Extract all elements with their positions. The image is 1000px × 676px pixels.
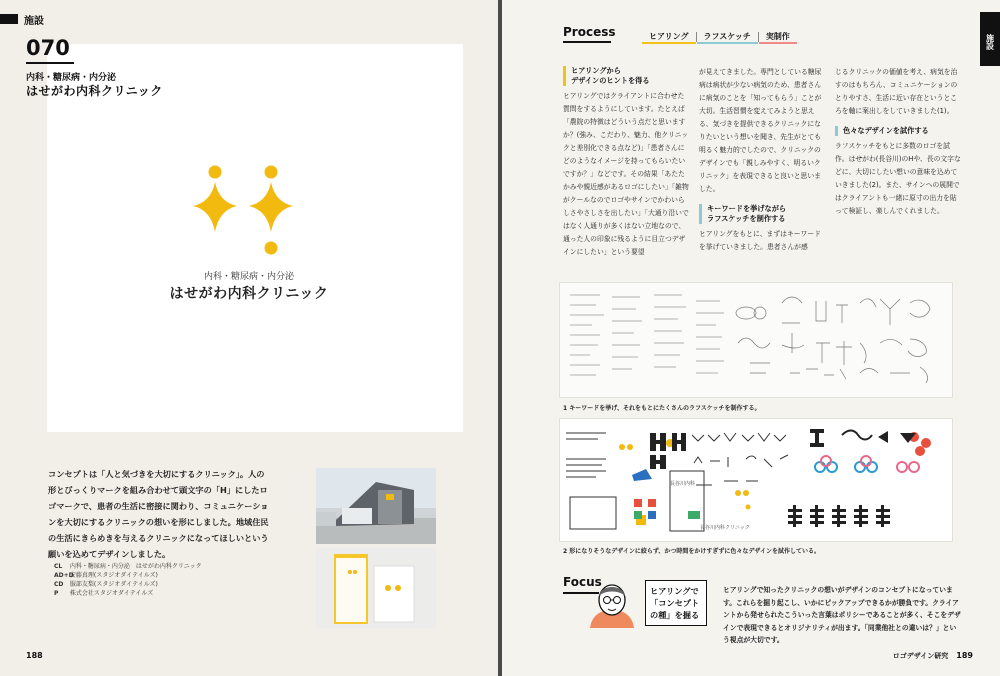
process-title: Process [563, 25, 616, 39]
column-3 [835, 66, 961, 259]
envelope-photo [316, 548, 436, 628]
logo-sparkle-left [193, 182, 237, 232]
focus-title: Focus [563, 575, 602, 589]
focus-text: ヒアリングで知ったクリニックの想いがデザインのコンセプトになっています。これらを掘り起こし、いかにピックアップできるかが勝負です。クライアントから発せられたこういった言葉はポリシーであることが多く、そこをデザインで表現できるとオリジナリティが出ます。「同業他社との違いは？」という視点が大切です。 [723, 586, 961, 644]
credit-line: CL 内科・糖尿病・内分泌 はせがわ内科クリニック [54, 563, 202, 570]
section-tab-bar [0, 14, 18, 24]
process-underline [563, 41, 611, 43]
step-rough-sketch: ラフスケッチ [697, 31, 758, 44]
section-tab [0, 12, 44, 26]
body-columns [563, 66, 965, 259]
logo-wordmark: はせがわ内科クリニック [169, 286, 329, 302]
right-page [502, 0, 1000, 676]
heading-text: 色々なデザインを試作する [843, 126, 929, 135]
credits [54, 562, 202, 598]
caption-1: 1 キーワードを挙げ、それをもとにたくさんのラフスケッチを制作する。 [563, 405, 761, 412]
clinic-name: はせがわ内科クリニック [26, 84, 163, 98]
column-1-body: ヒアリングではクライアントに合わせた質問をするようにしています。たとえば「農院の特徴はどういう点だと思いますか？(強み、こだわり、魅力、他クリニックと差別化できる点など)」「患者さんにどのようなイメージを持ってもらいたいですか？」などです。その結果「あたたかみや親近感があるロゴにしたい」「雑物がクールなのでロゴやサインでかわいらしさやさしさを出したい」「大通り沿いではなく人通りが多くはない立地なので、通った人の印象に残るように目立つデザインにしたい」という要望 [563, 92, 689, 256]
heading-prototype [835, 126, 961, 136]
heading-text: ヒアリングから デザインのヒントを得る [571, 66, 650, 85]
logo-mark [189, 162, 297, 262]
building-photo [316, 468, 436, 544]
heading-marker-blue [835, 126, 838, 136]
page-footer-right [893, 651, 973, 661]
heading-marker-yellow [563, 66, 566, 86]
page-number-right: 189 [956, 651, 973, 660]
step-production: 実制作 [759, 31, 797, 44]
designer-illustration [586, 578, 640, 628]
case-number: 070 [26, 36, 70, 60]
credit-line: AD+D 安藤真理(スタジオダイテイルズ) [54, 572, 158, 579]
footer-book-title: ロゴデザイン研究 [892, 652, 949, 660]
heading-hearing [563, 66, 689, 86]
page-number-left: 188 [26, 651, 43, 660]
column-3-body-b: ラフスケッチをもとに多数のロゴを試作。はせがわ(長谷川)のHや、長の文字などに、大切にしたい想いの意味を込めていきました(2)。また、サインへの展開ではクライアントも一緒に原寸の出力を貼って検証し、楽しんでくれました。 [835, 142, 961, 215]
rough-sketch-image [559, 282, 953, 398]
logo-dot-left [209, 166, 222, 179]
credit-line: CD 服部友梨(スタジオダイテイルズ) [54, 581, 158, 588]
clinic-category: 内科・糖尿病・内分泌 [26, 73, 117, 83]
side-section-tab: 施設 [980, 12, 1000, 66]
design-variations-image [559, 418, 953, 542]
logo-sparkle-right [249, 182, 293, 232]
process-steps [642, 31, 797, 44]
heading-marker-blue [699, 204, 702, 224]
section-tab-label: 施設 [24, 15, 44, 27]
focus-speech-bubble [645, 580, 707, 626]
column-2-body-b: ヒアリングをもとに、まずはキーワードを挙げていきました。患者さんが感 [699, 230, 821, 251]
logo-dot-right [265, 166, 278, 179]
case-number-underline [26, 62, 74, 64]
caption-2: 2 形になりそうなデザインに絞らず、かつ時間をかけすぎずに色々なデザインを試作している。 [563, 548, 820, 555]
logo-dot-bottom [265, 242, 278, 255]
svg-text:長谷川内科: 長谷川内科 [670, 481, 696, 487]
concept-text: コンセプトは「人と気づきを大切にするクリニック」。人の形とびっくりマークを組み合わせて頭文字の「H」にしたロゴマークで、患者の生活に密接に関わり、コミュニケーションを大切にするクリニックの想いを形にしました。地域住民の生活にきらめきを与えるクリニックになってほしいという願いを込めてデザインしました。 [48, 469, 269, 559]
step-hearing: ヒアリング [642, 31, 696, 44]
left-page [0, 0, 498, 676]
credit-line: P 株式会社スタジオダイテイルズ [54, 590, 154, 597]
column-2 [699, 66, 825, 259]
column-1 [563, 66, 689, 259]
focus-bubble-text: ヒアリングで「コンセプトの種」を掘る [650, 586, 700, 620]
heading-sketch [699, 204, 825, 224]
column-2-body-a: が見えてきました。専門としている糖尿病は病状が少ない病気のため、患者さんに病気のことを「知ってもらう」ことが大切。生活習慣を変えてみようと思える、気づきを提供できるクリニックになりたいという想いを聞き、先生がとても明るく魅力的でしたので、クリニックのデザインでも「親しみやすく、明るいクリニック」を表現できると良いと思いました。 [699, 68, 822, 193]
column-3-body-a: じるクリニックの価値を考え、病気を治すのはもちろん、コミュニケーションのとりやすさ、生活に近い存在というところを軸に案出しをしていきました(1)。 [835, 68, 958, 115]
logo-subtitle: 内科・糖尿病・内分泌 [203, 272, 294, 282]
heading-text: キーワードを挙げながら ラフスケッチを制作する [707, 204, 787, 223]
svg-text:長谷川内科クリニック: 長谷川内科クリニック [700, 525, 750, 531]
